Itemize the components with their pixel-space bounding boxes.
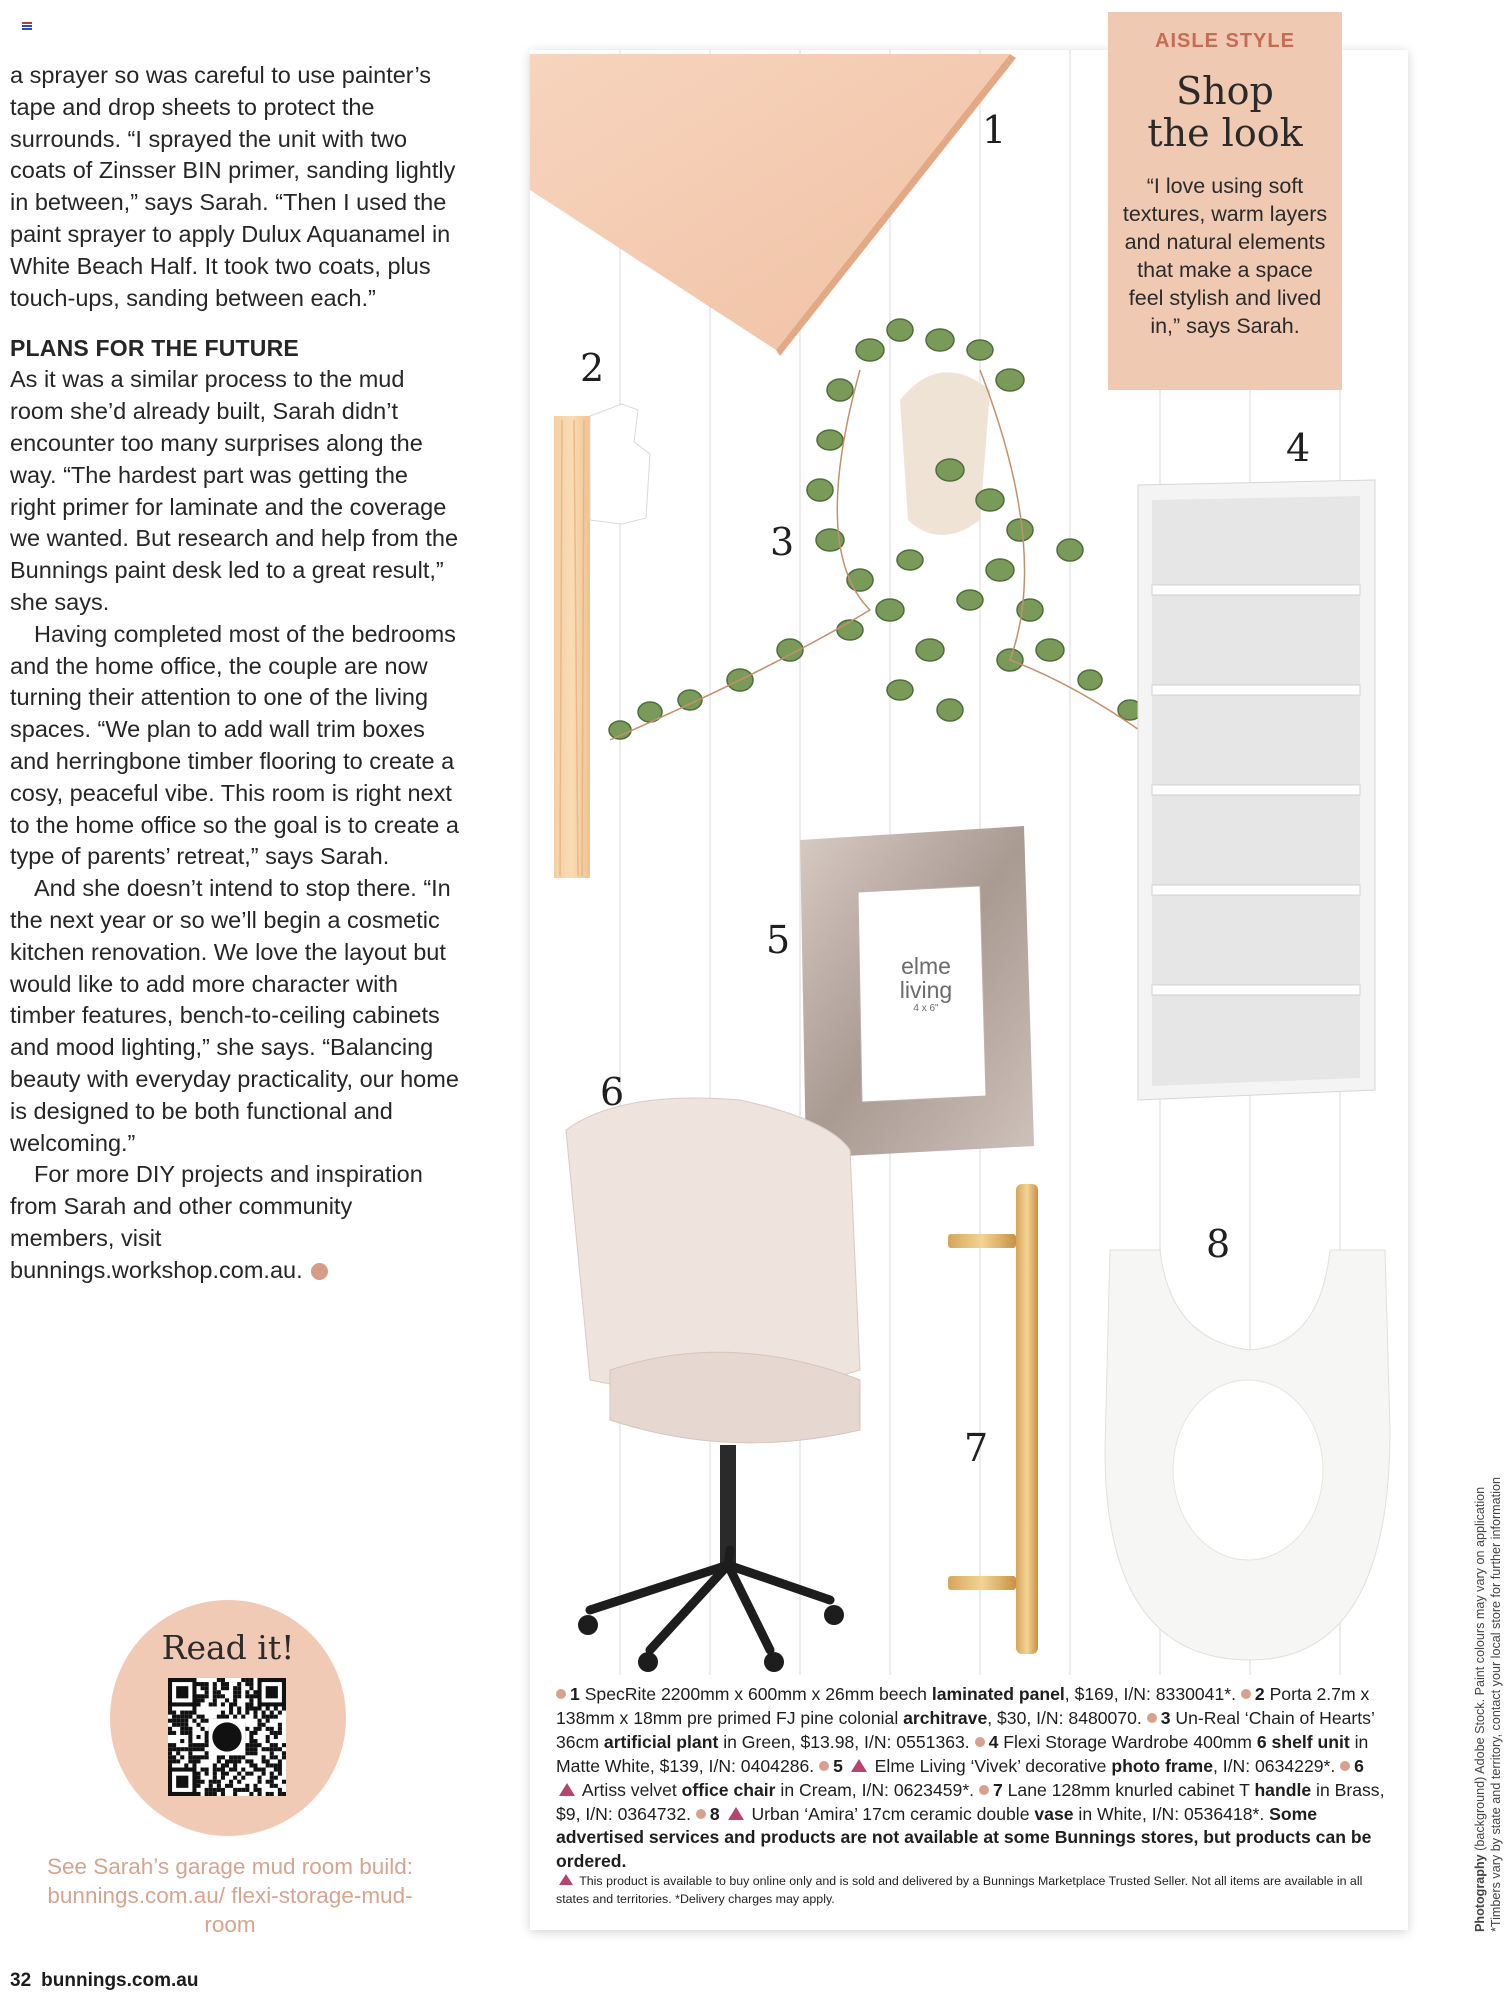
ceramic-vase-image [1105, 1250, 1390, 1660]
marketplace-triangle-icon [851, 1759, 867, 1772]
product-item-detail: in White, I/N: 0536418*. [1073, 1803, 1270, 1824]
bullet-dot-icon [819, 1761, 829, 1771]
read-it-badge [110, 1600, 346, 1836]
flag-icon [22, 22, 32, 30]
article-paragraph: a sprayer so was careful to use painter’s tape and drop sheets to protect the surrounds. “I sprayed the unit with two coats of Zinsser BIN primer, sanding lightly in between,” says Sarah. “Then I used the paint sprayer to apply Dulux Aquanamel in White Beach Half. It took two coats, plus touch-ups, sanding between each.” [10, 62, 456, 311]
article-body [10, 60, 460, 1286]
product-item-detail: , I/N: 0634229*. [1212, 1755, 1341, 1776]
bullet-dot-icon [979, 1785, 989, 1795]
shelf-unit-image [1138, 480, 1375, 1100]
product-item-name: 6 shelf unit [1256, 1731, 1350, 1752]
aisle-style-label: AISLE STYLE [1155, 30, 1295, 52]
product-number: 6 [600, 1070, 625, 1114]
product-number: 3 [770, 520, 795, 564]
product-number: 2 [580, 346, 605, 390]
page-footer [10, 1970, 198, 1992]
frame-brand-line: elme [901, 953, 951, 979]
product-item-number: 5 [833, 1755, 848, 1776]
laminated-panel-image [530, 54, 1016, 356]
product-item-number: 3 [1160, 1707, 1176, 1728]
credit-text: (background) Adobe Stock. Paint colours may vary on application [1473, 1486, 1487, 1855]
credit-disclaimer: *Timbers vary by state and territory, contact your local store for further information [1489, 1477, 1503, 1932]
footer-site[interactable]: bunnings.com.au [41, 1970, 199, 1991]
article-paragraph: Having completed most of the bedrooms and the home office, the couple are now turning their attention to one of the living spaces. “We plan to add wall trim boxes and herringbone timber flooring to create a cosy, peaceful vibe. This room is right next to the home office so the goal is to create a type of parents’ retreat,” says Sarah. [10, 620, 459, 870]
bullet-dot-icon [1340, 1761, 1350, 1771]
shop-the-look-title: Shop the look [1147, 69, 1303, 155]
page-number: 32 [10, 1970, 32, 1991]
article-paragraph: And she doesn’t intend to stop there. “In the next year or so we’ll begin a cosmetic kitchen renovation. We love the layout but would like to add more character with timber features, bench-to-ceiling cabinets and mood lighting,” she says. “Balancing beauty with everyday practicality, our home is designed to be both functional and welcoming.” [10, 875, 459, 1156]
article-paragraph [10, 1159, 460, 1286]
product-item-text: Elme Living ‘Vivek’ decorative [874, 1755, 1112, 1776]
qr-code[interactable] [168, 1678, 286, 1796]
end-mark-icon [311, 1263, 328, 1280]
article-closing-text: For more DIY projects and inspiration from Sarah and other community members, visit bunnings.workshop.com.au. [10, 1161, 423, 1283]
product-item-detail: , $169, I/N: 8330041*. [1064, 1684, 1241, 1704]
frame-brand-label [862, 954, 990, 1016]
artificial-plant-image [609, 319, 1182, 760]
product-list [556, 1683, 1386, 1874]
product-item-detail: in Matte White, $139, I/N: 0404286. [556, 1731, 1369, 1776]
product-item [696, 1804, 1269, 1824]
product-number: 8 [1206, 1222, 1231, 1266]
product-item-name: artificial plant [603, 1731, 719, 1752]
product-item-name: office chair [681, 1779, 776, 1800]
product-item-name: photo frame [1111, 1755, 1213, 1776]
product-item-text: Flexi Storage Wardrobe 400mm [1003, 1731, 1257, 1752]
product-item-number: 8 [709, 1803, 725, 1824]
product-item-detail: in Green, $13.98, I/N: 0551363. [718, 1731, 975, 1752]
product-item-text: Lane 128mm knurled cabinet T [1007, 1779, 1255, 1800]
photo-credit [1472, 1392, 1504, 1932]
marketplace-note [556, 1872, 1386, 1908]
product-number: 4 [1286, 426, 1311, 470]
marketplace-triangle-icon [559, 1874, 573, 1885]
article-paragraph: As it was a similar process to the mud room she’d already built, Sarah didn’t encounter too many surprises along the way. “The hardest part was getting the right primer for laminate and the coverage we wanted. But research and help from the Bunnings paint desk led to a great result,” she says. [10, 366, 459, 615]
product-item-name: handle [1254, 1779, 1312, 1800]
bullet-dot-icon [1241, 1689, 1251, 1699]
product-item-number: 1 [570, 1684, 585, 1704]
product-item-text: SpecRite 2200mm x 600mm x 26mm beech [584, 1684, 932, 1704]
read-it-title: Read it! [161, 1628, 295, 1667]
bullet-dot-icon [696, 1809, 706, 1819]
bullet-dot-icon [556, 1689, 566, 1699]
credit-label: Photography [1473, 1854, 1487, 1932]
product-item-number: 4 [988, 1731, 1004, 1752]
product-item-name: laminated panel [931, 1684, 1065, 1704]
cabinet-handle-image [948, 1184, 1038, 1654]
product-item-text: Urban ‘Amira’ 17cm ceramic double [751, 1803, 1035, 1824]
product-item-text: Artiss velvet [581, 1779, 682, 1800]
bullet-dot-icon [975, 1737, 985, 1747]
read-it-caption[interactable]: See Sarah’s garage mud room build: bunnings.com.au/ flexi-storage-mud-room [46, 1854, 414, 1937]
product-number: 5 [766, 918, 791, 962]
office-chair-image [566, 1098, 860, 1672]
product-item-detail: in Cream, I/N: 0623459*. [775, 1779, 979, 1800]
availability-disclaimer: Some advertised services and products are not available at some Bunnings stores, but products can be ordered. [556, 1803, 1372, 1872]
bullet-dot-icon [1147, 1713, 1157, 1723]
designer-quote: “I love using soft textures, warm layers and natural elements that make a space feel stylish and lived in,” says Sarah. [1122, 174, 1328, 338]
product-item-name: architrave [903, 1707, 988, 1728]
marketplace-triangle-icon [559, 1783, 575, 1796]
product-item-text: Un-Real ‘Chain of Hearts’ 36cm [556, 1707, 1375, 1752]
marketplace-triangle-icon [728, 1807, 744, 1820]
aisle-style-box [1108, 12, 1342, 390]
product-item [819, 1756, 1340, 1776]
frame-brand-line: living [899, 977, 953, 1003]
frame-size-label: 4 x 6" [913, 1003, 939, 1014]
product-item-text: Porta 2.7m x 138mm x 18mm pre primed FJ pine colonial [556, 1684, 1370, 1728]
product-number: 1 [982, 108, 1007, 152]
section-heading: PLANS FOR THE FUTURE [10, 335, 299, 362]
product-item-detail: , $30, I/N: 8480070. [987, 1707, 1147, 1728]
product-item-number: 7 [992, 1779, 1008, 1800]
marketplace-note-text: This product is available to buy online only and is sold and delivered by a Bunnings Marketplace Trusted Seller. Not all items are available in all states and territories. *Delivery charges may apply. [556, 1874, 1363, 1906]
product-item-number: 6 [1354, 1755, 1364, 1776]
product-item [556, 1684, 1241, 1704]
product-item-name: vase [1034, 1803, 1074, 1824]
architrave-image [554, 404, 650, 878]
product-item-detail: in Brass, $9, I/N: 0364732. [556, 1779, 1385, 1824]
product-number: 7 [964, 1426, 989, 1470]
product-item-number: 2 [1254, 1684, 1270, 1704]
